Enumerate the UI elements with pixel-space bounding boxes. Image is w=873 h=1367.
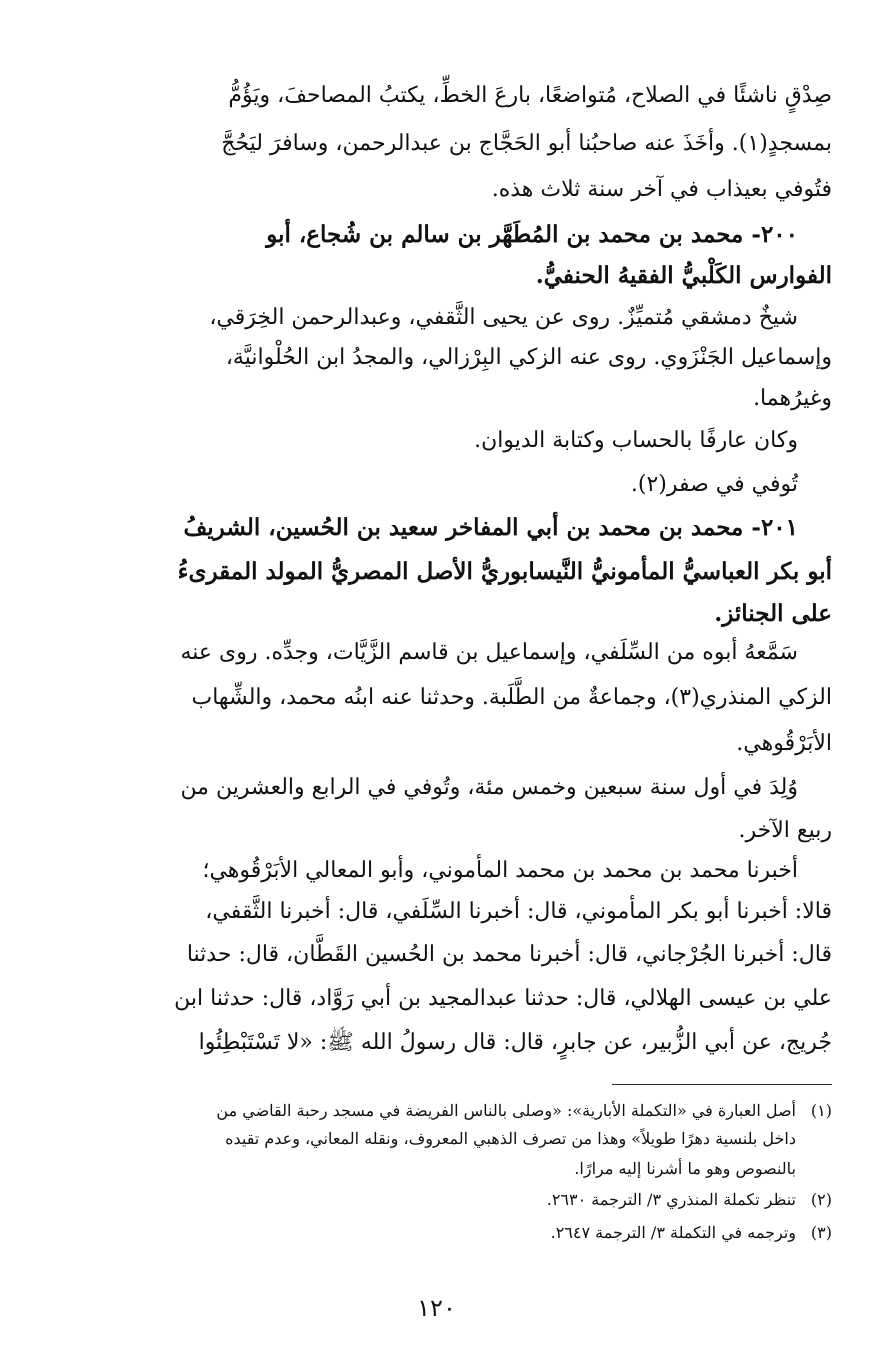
text-line: جُريج، عن أبي الزُّبير، عن جابرٍ، قال: قال رسولُ الله ﷺ: «لا تَسْتَبْطِئُوا xyxy=(198,1030,832,1055)
footnote-2 xyxy=(38,1186,832,1214)
text-line: صِدْقٍ ناشئًا في الصلاح، مُتواضعًا، بارعَ الخطِّ، يكتبُ المصاحفَ، ويَؤُمُّ xyxy=(228,83,832,108)
text-line: شيخٌ دمشقي مُتميِّزٌ. روى عن يحيى الثَّقفي، وعبدالرحمن الخِرَقي، xyxy=(209,305,798,330)
footnote-3 xyxy=(38,1219,832,1247)
text-line: وكان عارفًا بالحساب وكتابة الديوان. xyxy=(474,428,798,453)
text-line: الزكي المنذري(٣)، وجماعةٌ من الطَّلَبة. وحدثنا عنه ابنُه محمد، والشِّهاب xyxy=(191,685,832,710)
text-line: سَمَّعهُ أبوه من السِّلَفي، وإسماعيل بن قاسم الزَّيَّات، وجدِّه. روى عنه xyxy=(180,640,798,665)
footnote-text: تنظر تكملة المنذري ٣/ الترجمة ٢٦٣٠. xyxy=(546,1190,796,1209)
text-line: تُوفي في صفر(٢). xyxy=(630,472,798,497)
footnote-1 xyxy=(38,1097,832,1125)
text-line: فتُوفي بعيذاب في آخر سنة ثلاث هذه. xyxy=(491,177,832,202)
text-line: قالا: أخبرنا أبو بكر المأموني، قال: أخبرنا السِّلَفي، قال: أخبرنا الثَّقفي، xyxy=(205,899,832,924)
footnote-separator xyxy=(612,1084,832,1085)
text-line: أخبرنا محمد بن محمد بن محمد المأموني، وأبو المعالي الأبَرْقُوهي؛ xyxy=(202,858,798,883)
entry-heading-201-cont: على الجنائز. xyxy=(714,600,832,627)
text-line: الأبَرْقُوهي. xyxy=(736,731,832,756)
footnote-1-cont: داخل بلنسية دهرًا طويلاً» وهذا من تصرف الذهبي المعروف، ونقله المعاني، وعدم تقيده xyxy=(225,1129,796,1148)
text-line: وُلِدَ في أول سنة سبعين وخمس مئة، وتُوفي في الرابع والعشرين من xyxy=(180,775,798,800)
entry-heading-201: ٢٠١- محمد بن محمد بن أبي المفاخر سعيد بن الحُسين، الشريفُ xyxy=(183,514,798,541)
text-line: بمسجدٍ(١). وأخَذَ عنه صاحبُنا أبو الحَجَّاج بن عبدالرحمن، وسافرَ ليَحُجَّ xyxy=(221,131,832,156)
entry-heading-200: ٢٠٠- محمد بن محمد بن المُطَهَّر بن سالم بن شُجاع، أبو xyxy=(266,221,798,248)
footnote-number: (٣) xyxy=(810,1223,832,1242)
text-line: قال: أخبرنا الجُرْجاني، قال: أخبرنا محمد بن الحُسين القَطَّان، قال: حدثنا xyxy=(186,942,832,967)
text-line: ربيع الآخر. xyxy=(738,818,832,843)
footnote-number: (٢) xyxy=(810,1190,832,1209)
text-line: وغيرُهما. xyxy=(753,386,832,411)
footnote-1-cont: بالنصوص وهو ما أشرنا إليه مرارًا. xyxy=(574,1159,796,1178)
text-line: وإسماعيل الجَنْزَوي. روى عنه الزكي البِرْزالي، والمجدُ ابن الحُلْوانيَّة، xyxy=(225,345,832,370)
text-line: علي بن عيسى الهلالي، قال: حدثنا عبدالمجيد بن أبي رَوَّاد، قال: حدثنا ابن xyxy=(174,986,832,1011)
entry-heading-200-cont: الفوارس الكَلْبيُّ الفقيهُ الحنفيُّ. xyxy=(535,262,832,289)
footnote-number: (١) xyxy=(810,1101,832,1120)
page-number: ١٢٠ xyxy=(417,1294,456,1322)
footnote-text: وترجمه في التكملة ٣/ الترجمة ٢٦٤٧. xyxy=(550,1223,796,1242)
footnote-text: أصل العبارة في «التكملة الأبارية»: «وصلى بالناس الفريضة في مسجد رحبة القاضي من xyxy=(216,1101,796,1120)
entry-heading-201-cont: أبو بكر العباسيُّ المأمونيُّ النَّيسابوريُّ الأصل المصريُّ المولد المقرىءُ xyxy=(177,558,832,585)
